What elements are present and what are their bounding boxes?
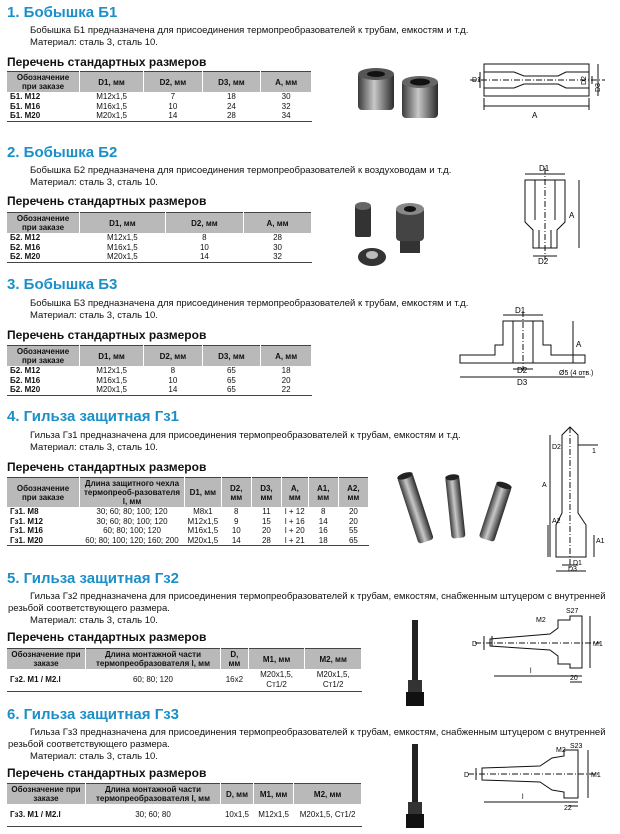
cell: Б1. М12 <box>10 92 41 101</box>
dim-label: A2 <box>552 518 561 525</box>
cell: М16х1,5 <box>96 101 127 111</box>
dim-label: D <box>472 641 478 648</box>
b1-photo <box>350 62 460 124</box>
table-row <box>7 507 369 517</box>
cell: l + 20 <box>284 526 305 535</box>
dim-label: D <box>464 772 470 779</box>
table-row <box>7 526 369 536</box>
cell: М12х1,5 <box>96 92 127 101</box>
cell: 28 <box>202 111 261 121</box>
col-header: D3, мм <box>251 478 281 508</box>
cell: 10 <box>168 101 178 111</box>
dim-label: D1 <box>539 164 550 173</box>
g1-table <box>7 477 369 546</box>
b2-desc-line1: Бобышка Б2 предназначена для присоединения термопреобразователей к воздуховодам и т.д. <box>30 165 452 176</box>
col-header: D2, мм <box>144 72 203 93</box>
g1-description <box>30 430 461 454</box>
table-row <box>7 385 312 395</box>
col-header: D1, мм <box>185 478 222 508</box>
table-row <box>7 92 312 102</box>
cell: 20 <box>261 526 271 535</box>
cell: 10 <box>168 375 178 385</box>
col-header: М2, мм <box>305 649 362 670</box>
section-title-b3: 3. Бобышка Б3 <box>7 276 118 293</box>
section-title-b2: 2. Бобышка Б2 <box>7 144 118 161</box>
cell: М16х1,5 <box>107 242 138 252</box>
col-header: А, мм <box>261 346 312 367</box>
dim-label: S23 <box>570 743 583 750</box>
col-header: Обозначение при заказе <box>7 346 80 367</box>
cell: 30 <box>281 92 291 101</box>
cell: 30; 60; 80; 100; 120 <box>96 516 168 526</box>
b2-table-title: Перечень стандартных размеров <box>7 194 207 208</box>
table-row <box>7 243 312 253</box>
cell: 22 <box>261 385 312 395</box>
g1-table-title: Перечень стандартных размеров <box>7 460 207 474</box>
b2-desc-line2: Материал: сталь 3, сталь 10. <box>30 177 158 188</box>
cell: 14 <box>144 111 203 121</box>
b2-drawing <box>505 160 595 265</box>
cell: Б2. М16 <box>10 242 41 252</box>
dim-label: D1 <box>573 560 582 567</box>
col-header: D1, мм <box>80 213 166 234</box>
cell: М12х1,5 <box>253 804 293 826</box>
cell: 18 <box>308 536 338 546</box>
cell: М20х1,5, Ст1/2 <box>294 804 362 826</box>
cell: Гз1. М20 <box>7 536 80 546</box>
g1-drawing <box>540 425 615 575</box>
cell: М12х1,5 <box>96 366 127 375</box>
dim-label: D3 <box>517 378 528 387</box>
dim-label: A <box>576 340 582 349</box>
b2-photo <box>350 195 435 275</box>
col-header: А, мм <box>244 213 312 234</box>
cell: 14 <box>221 536 251 546</box>
table-row <box>7 804 362 826</box>
col-header: Обозначение при заказе <box>7 72 80 93</box>
cell: 8 <box>202 233 207 242</box>
col-header: А, мм <box>261 72 312 93</box>
cell: М8х1 <box>193 507 213 516</box>
col-header: D1, мм <box>80 346 144 367</box>
g1-desc-line2: Материал: сталь 3, сталь 10. <box>30 442 158 453</box>
cell: 18 <box>281 366 291 375</box>
g1-desc-line1: Гильза Гз1 предназначена для присоединения термопреобразователей к трубам, емкостям и т.д. <box>30 430 461 441</box>
cell: 9 <box>234 516 239 526</box>
cell: 18 <box>226 92 236 101</box>
g3-drawing <box>460 742 615 812</box>
b2-table <box>7 212 312 263</box>
cell: 14 <box>318 516 328 526</box>
cell: М12х1,5 <box>107 233 138 242</box>
col-header: D3, мм <box>202 72 261 93</box>
g2-desc-line2: Материал: сталь 3, сталь 10. <box>30 615 158 626</box>
cell: Б2. М20 <box>7 385 80 395</box>
cell: 10х1,5 <box>221 804 254 826</box>
g3-table <box>7 783 362 827</box>
b1-description <box>30 25 468 49</box>
cell: М12х1,5 <box>187 516 219 526</box>
cell: М20х1,5, Ст1/2 <box>248 669 305 691</box>
dim-label: Ø5 (4 отв.) <box>559 370 594 377</box>
cell: 8 <box>234 507 239 516</box>
col-header: D2, мм <box>221 478 251 508</box>
table-row <box>7 233 312 243</box>
cell: 7 <box>170 92 176 101</box>
cell: М20х1,5 <box>185 536 222 546</box>
cell: l + 21 <box>282 536 309 546</box>
cell: 65 <box>226 375 236 385</box>
cell: Б2. М12 <box>10 366 41 375</box>
dim-label: D2 <box>538 257 549 265</box>
cell: Б2. М16 <box>10 375 41 385</box>
cell: Б2. М20 <box>7 252 80 262</box>
cell: Б1. М20 <box>7 111 80 121</box>
cell: Б2. М12 <box>10 233 41 242</box>
dim-label: D2 <box>517 366 528 375</box>
g3-desc-line2: Материал: сталь 3, сталь 10. <box>30 751 158 762</box>
cell: 10 <box>231 526 241 535</box>
dim-label: M2 <box>556 747 566 754</box>
dim-label: D3 <box>595 83 602 92</box>
cell: 14 <box>144 385 203 395</box>
dim-label: A1 <box>596 538 605 545</box>
dim-label: 1 <box>592 448 596 455</box>
cell: 30; 60; 80; 100; 120 <box>96 507 168 516</box>
cell: 32 <box>281 101 291 111</box>
dim-label: D1 <box>515 306 526 315</box>
dim-label: A <box>532 111 538 120</box>
table-row <box>7 102 312 112</box>
b1-table-title: Перечень стандартных размеров <box>7 55 207 69</box>
cell: 65 <box>202 385 261 395</box>
b3-drawing <box>455 305 615 387</box>
cell: l + 16 <box>284 516 305 526</box>
dim-label: l <box>530 668 532 675</box>
col-header: М1, мм <box>253 784 293 805</box>
b3-table <box>7 345 312 396</box>
cell: 60; 80; 100; 120; 160; 200 <box>80 536 185 546</box>
table-row <box>7 517 369 527</box>
table-row <box>7 111 312 121</box>
cell: 16 <box>318 526 328 535</box>
b1-table <box>7 71 312 122</box>
cell: 65 <box>338 536 368 546</box>
dim-label: A <box>542 482 547 489</box>
cell: М16х1,5 <box>96 375 127 385</box>
cell: 11 <box>262 507 271 516</box>
cell: 20 <box>348 507 358 516</box>
col-header: Длина монтажной части термопреобразователя l, мм <box>86 784 221 805</box>
cell: l + 12 <box>284 507 305 516</box>
g3-table-title: Перечень стандартных размеров <box>7 766 207 780</box>
col-header: D, мм <box>221 784 254 805</box>
cell: Гз1. М8 <box>10 507 39 516</box>
cell: М20х1,5 <box>80 111 144 121</box>
col-header: D3, мм <box>202 346 261 367</box>
dim-label: S27 <box>566 608 579 615</box>
cell: 34 <box>261 111 312 121</box>
col-header: D, мм <box>221 649 249 670</box>
cell: 24 <box>226 101 236 111</box>
cell: 65 <box>226 366 236 375</box>
table-row <box>7 376 312 386</box>
g2-desc-line1: Гильза Гз2 предназначена для присоединения термопреобразователей к трубам, емкостям, снабженным штуцером с внутренней резьбой соответствующего размера. <box>8 591 606 614</box>
cell: 55 <box>348 526 358 535</box>
dim-label: D2 <box>581 76 588 85</box>
cell: 20 <box>281 375 291 385</box>
cell: 60; 80; 100; 120 <box>103 526 161 535</box>
b1-desc-line2: Материал: сталь 3, сталь 10. <box>30 37 158 48</box>
col-header: Обозначение при заказе <box>7 784 86 805</box>
cell: 30; 60; 80 <box>86 804 221 826</box>
g3-photo <box>400 742 430 832</box>
cell: Гз3. М1 / М2.l <box>7 804 86 826</box>
cell: 60; 80; 120 <box>86 669 221 691</box>
b1-drawing <box>470 48 615 126</box>
dim-label: 20 <box>570 675 578 682</box>
col-header: Обозначение при заказе <box>7 478 80 508</box>
g2-drawing <box>470 606 615 686</box>
table-row <box>7 536 369 546</box>
cell: 14 <box>165 252 243 262</box>
col-header: М2, мм <box>294 784 362 805</box>
cell: 32 <box>244 252 312 262</box>
cell: 20 <box>348 516 358 526</box>
cell: М20х1,5 <box>80 252 166 262</box>
dim-label: D1 <box>472 77 481 84</box>
table-row <box>7 669 362 691</box>
cell: 30 <box>273 242 282 252</box>
b3-table-title: Перечень стандартных размеров <box>7 328 207 342</box>
dim-label: A <box>569 211 575 220</box>
cell: 10 <box>199 242 209 252</box>
cell: 8 <box>320 507 326 516</box>
col-header: Длина монтажной части термопреобразователя l, мм <box>86 649 221 670</box>
col-header: D1, мм <box>80 72 144 93</box>
cell: 28 <box>273 233 282 242</box>
col-header: D2, мм <box>165 213 243 234</box>
dim-label: D2 <box>552 444 561 451</box>
b3-desc-line2: Материал: сталь 3, сталь 10. <box>30 310 158 321</box>
section-title-g2: 5. Гильза защитная Гз2 <box>7 570 179 587</box>
section-title-g1: 4. Гильза защитная Гз1 <box>7 408 179 425</box>
col-header: А2, мм <box>338 478 368 508</box>
col-header: А, мм <box>282 478 309 508</box>
section-title-g3: 6. Гильза защитная Гз3 <box>7 706 179 723</box>
col-header: D2, мм <box>144 346 203 367</box>
dim-label: M1 <box>593 641 603 648</box>
dim-label: M1 <box>591 772 601 779</box>
col-header: Длина защитного чехла термопреоб-разователя l, мм <box>80 478 185 508</box>
cell: 8 <box>170 366 176 375</box>
table-row <box>7 252 312 262</box>
col-header: Обозначение при заказе <box>7 649 86 670</box>
col-header: А1, мм <box>308 478 338 508</box>
b2-description <box>30 165 451 189</box>
table-row <box>7 366 312 376</box>
cell: 16х2 <box>221 669 249 691</box>
b3-desc-line1: Бобышка Б3 предназначена для присоединения термопреобразователей к трубам, емкостям и т.д. <box>30 298 469 309</box>
g2-table-title: Перечень стандартных размеров <box>7 630 207 644</box>
cell: Гз1. М16 <box>10 526 43 535</box>
b1-desc-line1: Бобышка Б1 предназначена для присоединения термопреобразователей к трубам, емкостям и т.д. <box>30 25 469 36</box>
cell: М20х1,5 <box>80 385 144 395</box>
cell: Гз2. М1 / М2.l <box>7 669 86 691</box>
dim-label: M2 <box>536 617 546 624</box>
cell: М16х1,5 <box>187 526 219 535</box>
g1-photo <box>395 468 525 558</box>
cell: 28 <box>251 536 281 546</box>
g3-desc-line1: Гильза Гз3 предназначена для присоединения термопреобразователей к трубам, емкостям, снабженным штуцером с внутренней резьбой соответствующего размера. <box>8 727 606 750</box>
g2-photo <box>400 618 430 710</box>
section-title-b1: 1. Бобышка Б1 <box>7 4 118 21</box>
col-header: Обозначение при заказе <box>7 213 80 234</box>
cell: 15 <box>261 516 271 526</box>
col-header: М1, мм <box>248 649 305 670</box>
g2-table <box>7 648 362 692</box>
cell: М20х1,5, Ст1/2 <box>305 669 362 691</box>
b3-description <box>30 298 468 322</box>
dim-label: D3 <box>568 566 577 573</box>
dim-label: l <box>522 794 524 801</box>
cell: Гз1. М12 <box>10 516 43 526</box>
cell: Б1. М16 <box>10 101 41 111</box>
dim-label: 22 <box>564 805 572 812</box>
